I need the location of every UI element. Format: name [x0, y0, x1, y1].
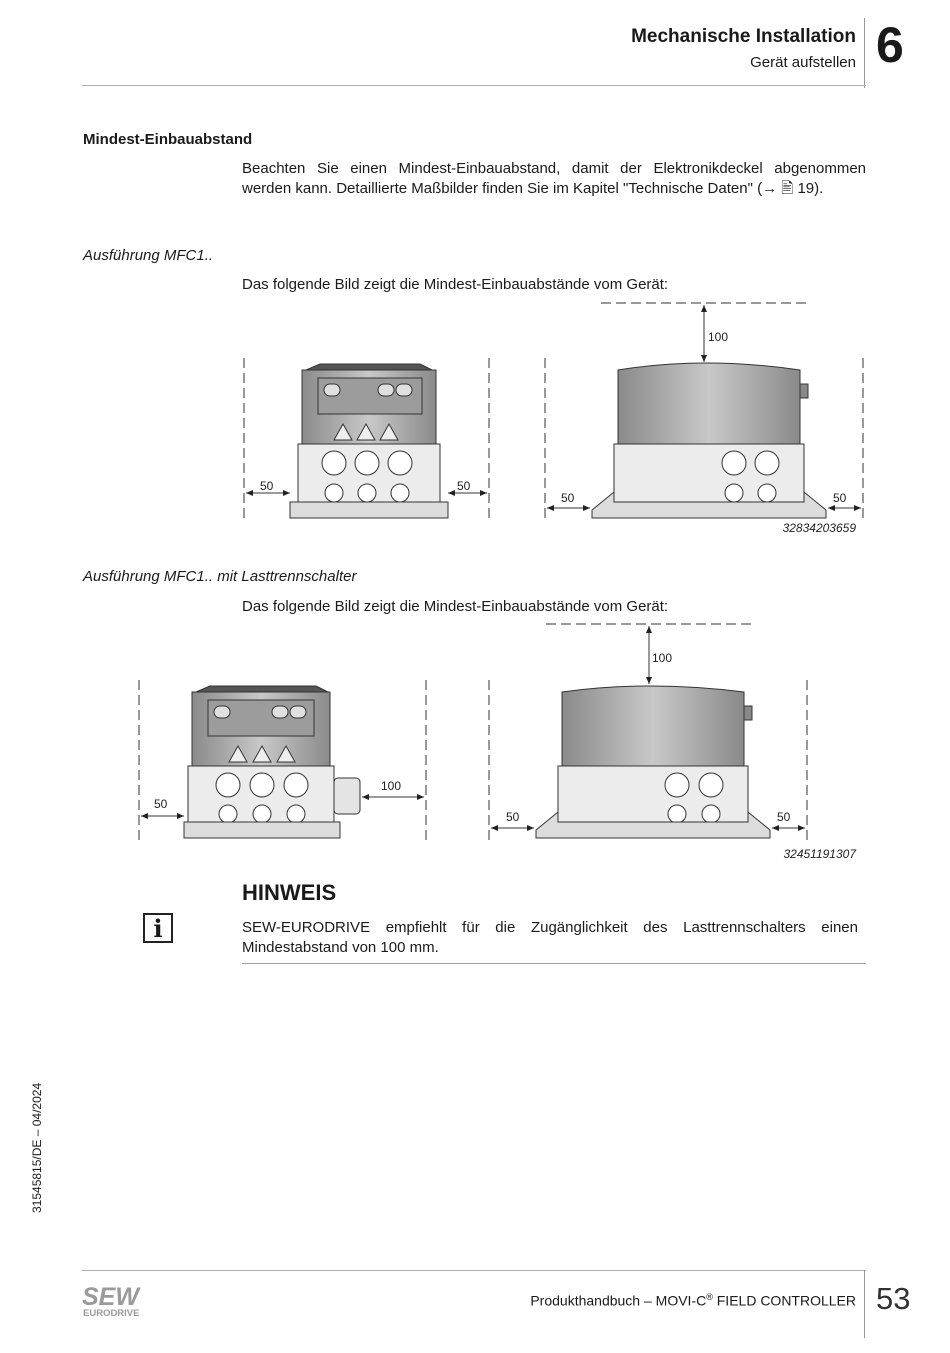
figure2-id: 32451191307 [783, 847, 856, 861]
dim-front-right: 50 [457, 479, 471, 493]
section-heading: Mindest-Einbauabstand [83, 131, 253, 148]
dim2-front-right: 100 [381, 779, 402, 793]
info-icon: i [143, 913, 173, 943]
variant2-heading: Ausführung MFC1.. mit Lasttrennschalter [83, 568, 357, 585]
dim2-side-right: 50 [777, 810, 791, 824]
dim2-front-left: 50 [154, 797, 168, 811]
dim2-side-left: 50 [506, 810, 520, 824]
front-view-device [244, 358, 489, 518]
footer-divider [864, 1270, 865, 1338]
chapter-subtitle: Gerät aufstellen [750, 54, 856, 71]
figure-variant2 [0, 612, 950, 868]
notice-rule [242, 963, 866, 964]
dim-top: 100 [708, 330, 729, 344]
side-view-device [545, 303, 863, 518]
header-rule [82, 85, 866, 86]
side-view-device-switch [489, 624, 807, 840]
footer-rule [82, 1270, 866, 1271]
front-view-device-switch [139, 680, 426, 840]
variant1-heading: Ausführung MFC1.. [83, 247, 214, 264]
notice-title: HINWEIS [242, 880, 337, 905]
sew-eurodrive-logo [82, 1284, 152, 1318]
svg-text:SEW: SEW [82, 1284, 139, 1311]
dim-front-left: 50 [260, 479, 274, 493]
notice-text: SEW-EURODRIVE empfiehlt für die Zugänglichkeit des Lasttrennschalters einen Mindestabstand von 100 mm. [242, 919, 858, 956]
chapter-title: Mechanische Installation [631, 26, 856, 47]
variant2-caption: Das folgende Bild zeigt die Mindest-Einbauabstände vom Gerät: [242, 598, 669, 615]
svg-text:EURODRIVE: EURODRIVE [83, 1308, 140, 1318]
variant1-caption: Das folgende Bild zeigt die Mindest-Einbauabstände vom Gerät: [242, 276, 669, 293]
footer-text: Produkthandbuch – MOVI-C® FIELD CONTROLLER [530, 1292, 856, 1309]
dim2-top: 100 [652, 651, 673, 665]
chapter-number: 6 [876, 17, 904, 73]
page-number: 53 [876, 1281, 911, 1316]
header-divider [864, 18, 865, 88]
dim-side-right: 50 [833, 491, 847, 505]
dim-side-left: 50 [561, 491, 575, 505]
intro-paragraph: Beachten Sie einen Mindest-Einbauabstand, damit der Elektronikdeckel abgenommen werden kann. Detaillierte Maßbilder finden Sie im Kapitel "Technische Daten" (→ 🖹 19). [242, 160, 866, 197]
figure-variant1 [0, 290, 950, 550]
figure-id: 32834203659 [782, 521, 856, 535]
document-number: 31545815/DE – 04/2024 [30, 1082, 44, 1213]
